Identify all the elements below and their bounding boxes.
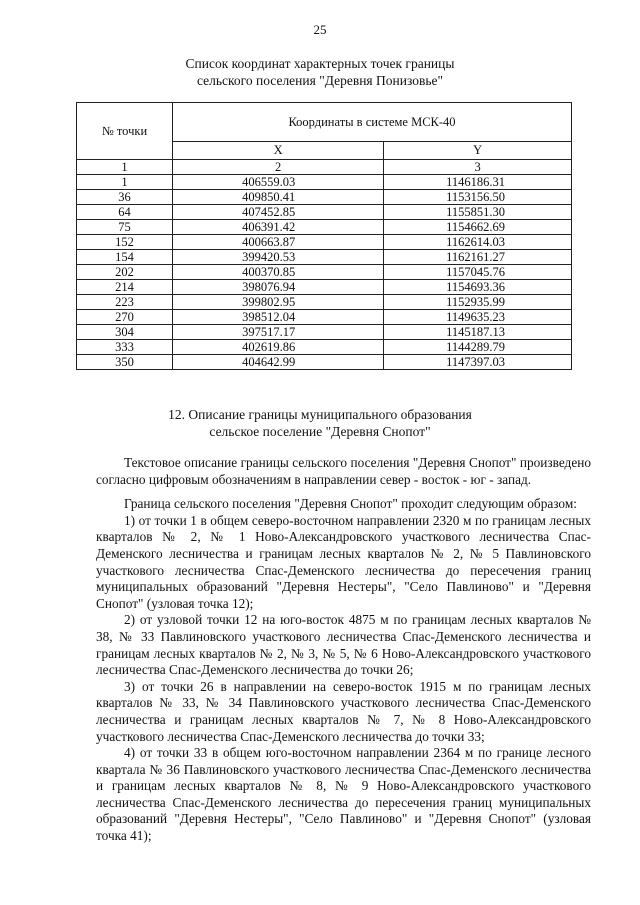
section-heading xyxy=(0,406,640,440)
cell-y: 1145187.13 xyxy=(384,325,572,340)
cell-y: 1155851.30 xyxy=(384,205,572,220)
column-index-1: 1 xyxy=(77,160,173,175)
cell-y: 1154662.69 xyxy=(384,220,572,235)
table-row xyxy=(77,235,572,250)
cell-x: 404642.99 xyxy=(173,355,384,370)
boundary-description xyxy=(96,455,591,845)
cell-y: 1153156.50 xyxy=(384,190,572,205)
cell-y: 1144289.79 xyxy=(384,340,572,355)
cell-y: 1147397.03 xyxy=(384,355,572,370)
cell-point-number: 223 xyxy=(77,295,173,310)
cell-point-number: 64 xyxy=(77,205,173,220)
cell-x: 400663.87 xyxy=(173,235,384,250)
table-row xyxy=(77,340,572,355)
cell-y: 1152935.99 xyxy=(384,295,572,310)
cell-y: 1157045.76 xyxy=(384,265,572,280)
cell-x: 400370.85 xyxy=(173,265,384,280)
table-row xyxy=(77,295,572,310)
cell-point-number: 350 xyxy=(77,355,173,370)
table-row xyxy=(77,175,572,190)
table-row xyxy=(77,310,572,325)
cell-point-number: 214 xyxy=(77,280,173,295)
table-row xyxy=(77,325,572,340)
cell-point-number: 154 xyxy=(77,250,173,265)
header-coordinate-system: Координаты в системе МСК-40 xyxy=(173,103,572,142)
cell-y: 1149635.23 xyxy=(384,310,572,325)
cell-x: 406559.03 xyxy=(173,175,384,190)
table-row xyxy=(77,355,572,370)
cell-point-number: 36 xyxy=(77,190,173,205)
cell-x: 409850.41 xyxy=(173,190,384,205)
cell-x: 398076.94 xyxy=(173,280,384,295)
table-title xyxy=(0,55,640,89)
column-index-3: 3 xyxy=(384,160,572,175)
cell-point-number: 202 xyxy=(77,265,173,280)
paragraph-segment-1: 1) от точки 1 в общем северо-восточном направлении 2320 м по границам лесных кварталов № 2, № 1 Ново-Александровского участкового лесничества Спас-Деменского лесничества и границам лесных кварталов № 2, № 5 Павлиновского участкового лесничества Спас-Деменского лесничества до пересечения границ муниципальных образований "Деревня Нестеры", "Село Павлиново" и "Деревня Снопот" (узловая точка 12); xyxy=(96,512,591,611)
cell-y: 1162161.27 xyxy=(384,250,572,265)
cell-point-number: 304 xyxy=(77,325,173,340)
column-index-row xyxy=(77,160,572,175)
cell-y: 1162614.03 xyxy=(384,235,572,250)
header-point-number: № точки xyxy=(77,103,173,160)
cell-y: 1146186.31 xyxy=(384,175,572,190)
section-heading-line-1: 12. Описание границы муниципального образования xyxy=(168,407,472,422)
cell-point-number: 152 xyxy=(77,235,173,250)
cell-x: 397517.17 xyxy=(173,325,384,340)
column-index-2: 2 xyxy=(173,160,384,175)
table-row xyxy=(77,280,572,295)
section-heading-line-2: сельское поселение "Деревня Снопот" xyxy=(209,424,431,439)
header-x: X xyxy=(173,141,384,159)
cell-point-number: 333 xyxy=(77,340,173,355)
paragraph-boundary-start: Граница сельского поселения "Деревня Снопот" проходит следующим образом: xyxy=(124,496,577,512)
cell-point-number: 75 xyxy=(77,220,173,235)
cell-x: 399802.95 xyxy=(173,295,384,310)
paragraph-segment-2: 2) от узловой точки 12 на юго-восток 4875 м по границам лесных кварталов № 38, № 33 Павлиновского участкового лесничества Спас-Деменского лесничества и границам лесных кварталов № 2, № 3, № 5, № 6 Ново-Александровского участкового лесничества Спас-Деменского лесничества до точки 26; xyxy=(96,612,591,678)
header-y: Y xyxy=(384,141,572,159)
paragraph-segment-4: 4) от точки 33 в общем юго-восточном направлении 2364 м по границе лесного квартала № 36 Павлиновского участкового лесничества Спас-Деменского лесничества и границам лесных кварталов № 8, № 9 Ново-Александровского участкового лесничества Спас-Деменского лесничества до пересечения границ муниципальных образований "Деревня Нестеры", "Село Павлиново" и "Деревня Снопот" (узловая точка 41); xyxy=(96,745,591,844)
cell-x: 398512.04 xyxy=(173,310,384,325)
cell-y: 1154693.36 xyxy=(384,280,572,295)
table-title-line-2: сельского поселения "Деревня Понизовье" xyxy=(197,73,443,88)
paragraph-intro: Текстовое описание границы сельского поселения "Деревня Снопот" произведено согласно цифровым обозначениям в направлении север - восток - юг - запад. xyxy=(96,455,591,487)
table-row xyxy=(77,190,572,205)
cell-x: 407452.85 xyxy=(173,205,384,220)
table-row xyxy=(77,265,572,280)
table-row xyxy=(77,250,572,265)
coordinates-table xyxy=(76,102,572,370)
cell-x: 402619.86 xyxy=(173,340,384,355)
cell-x: 406391.42 xyxy=(173,220,384,235)
table-title-line-1: Список координат характерных точек границы xyxy=(185,56,455,71)
cell-point-number: 1 xyxy=(77,175,173,190)
table-row xyxy=(77,205,572,220)
cell-x: 399420.53 xyxy=(173,250,384,265)
cell-point-number: 270 xyxy=(77,310,173,325)
page-number: 25 xyxy=(313,22,327,37)
paragraph-segment-3: 3) от точки 26 в направлении на северо-восток 1915 м по границам лесных кварталов № 33, № 34 Павлиновского участкового лесничества Спас-Деменского лесничества и границам лесных кварталов № 7, № 8 Ново-Александровского участкового лесничества Спас-Деменского лесничества до точки 33; xyxy=(96,678,591,744)
table-row xyxy=(77,220,572,235)
